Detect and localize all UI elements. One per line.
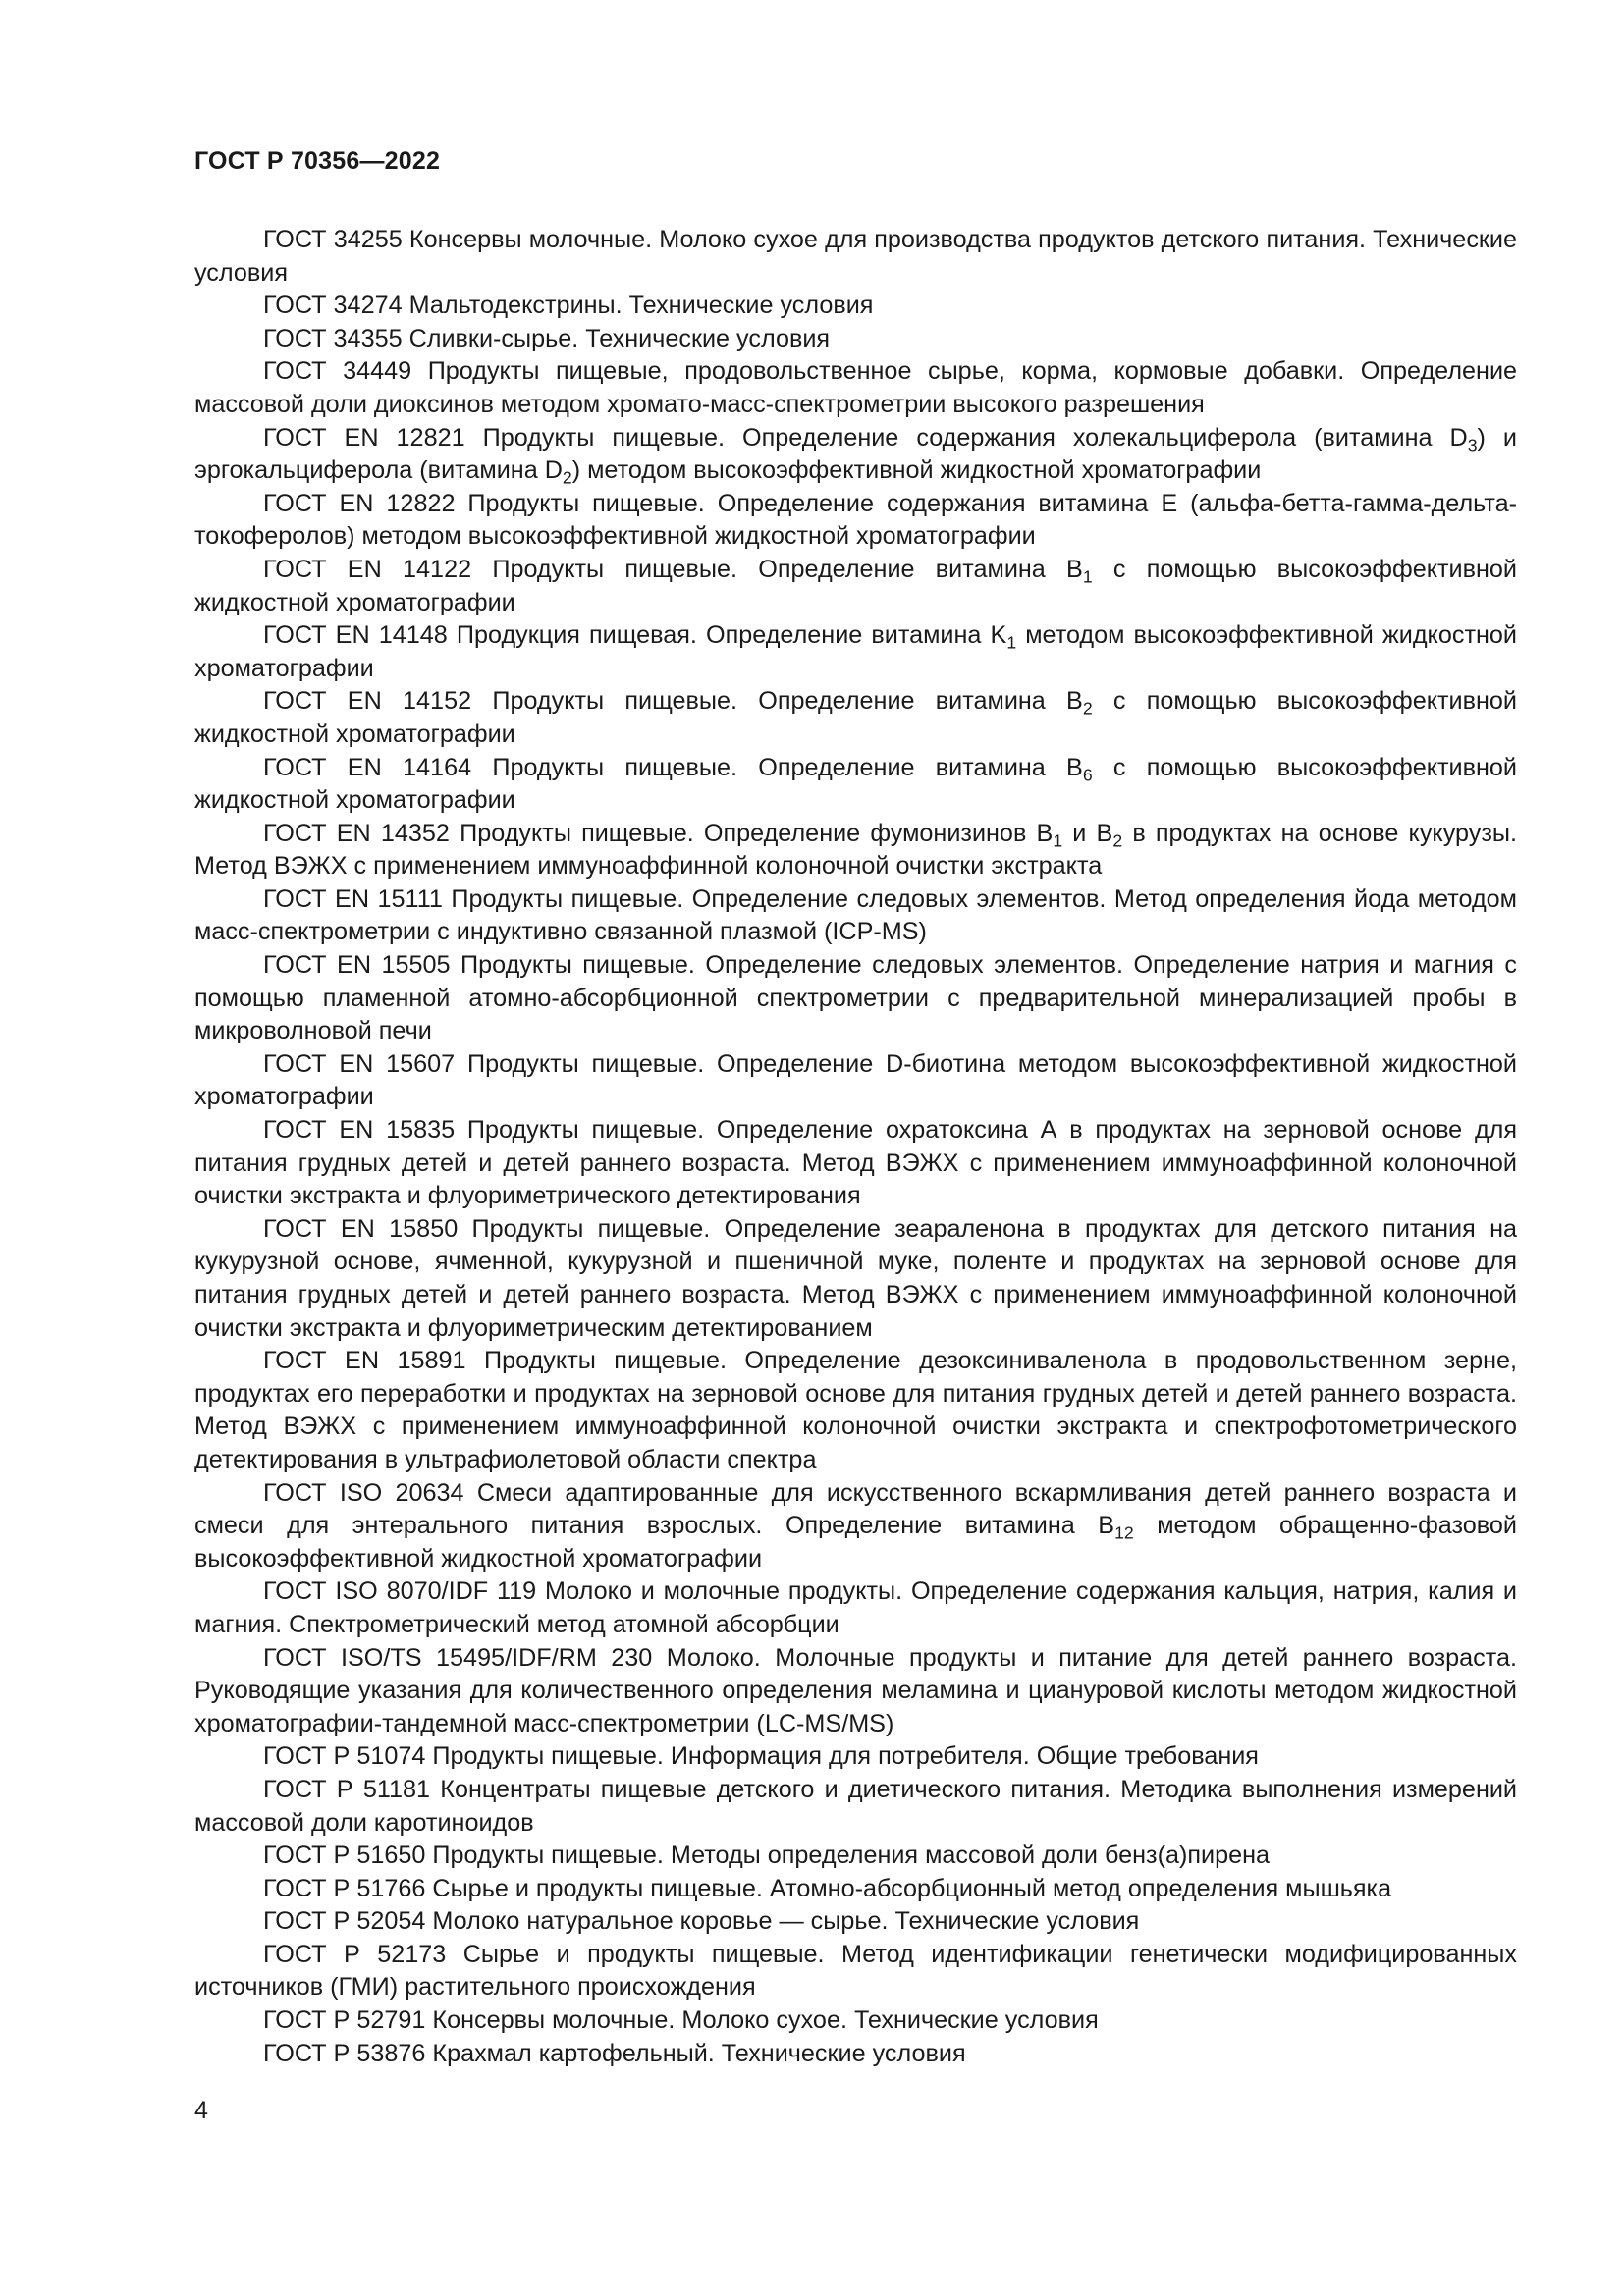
reference-title: Продукты пищевые. Определение следовых элементов. Метод определения йода методом масс-спектрометрии с индуктивно связанной плазмой (ICP-MS) <box>194 884 1517 946</box>
reference-code: ГОСТ EN 15607 <box>263 1049 456 1078</box>
reference-code: ГОСТ 34274 <box>263 292 403 320</box>
reference-code: ГОСТ Р 52054 <box>263 1907 426 1936</box>
reference-code: ГОСТ EN 14148 <box>263 621 448 650</box>
reference-title: Концентраты пищевые детского и диетического питания. Методика выполнения измерений массовой доли каротиноидов <box>194 1775 1517 1837</box>
reference-title: Продукты пищевые. Определение витамина $В_6$ с помощью высокоэффективной жидкостной хроматографии <box>194 753 1517 815</box>
reference-title: Сливки-сырье. Технические условия <box>408 324 831 352</box>
reference-entry <box>194 818 1517 883</box>
document-header: ГОСТ Р 70356—2022 <box>194 147 441 175</box>
reference-entry <box>194 1048 1517 1114</box>
reference-entry <box>194 323 1517 356</box>
reference-entry <box>194 1905 1517 1939</box>
reference-entry <box>194 554 1517 619</box>
reference-title: Продукты пищевые. Информация для потребителя. Общие требования <box>432 1742 1259 1771</box>
reference-code: ГОСТ Р 51181 <box>263 1775 431 1803</box>
reference-code: ГОСТ Р 53876 <box>263 2039 426 2067</box>
reference-entry <box>194 1774 1517 1840</box>
reference-entry <box>194 1840 1517 1873</box>
reference-title: Смеси адаптированные для искусственного вскармливания детей раннего возраста и смеси для энтерального питания взрослых. Определение витамина $В_{12}$ методом обращенно-фазовой высокоэффективной жидкостной хроматографии <box>194 1478 1518 1573</box>
reference-code: ГОСТ EN 14122 <box>263 555 472 583</box>
reference-code: ГОСТ 34449 <box>263 357 412 386</box>
reference-title: Молоко. Молочные продукты и питание для детей раннего возраста. Руководящие указания для количественного определения меламина и циануровой кислоты методом жидкостной хроматографии-тандемной масс-спектрометрии (LC-MS/MS) <box>194 1643 1517 1737</box>
reference-code: ГОСТ Р 52173 <box>263 1940 447 1968</box>
reference-code: ГОСТ EN 12822 <box>263 489 456 517</box>
reference-entry <box>194 883 1517 949</box>
reference-entry <box>194 1873 1517 1906</box>
reference-title: Продукты пищевые. Определение дезоксиниваленола в продовольственном зерне, продуктах его переработки и продуктах на зерновой основе для питания грудных детей и детей раннего возраста. Метод ВЭЖХ с применением иммуноаффинной колоночной очистки экстракта и спектрофотометрического детектирования в ультрафиолетовой области спектра <box>194 1347 1517 1473</box>
reference-code: ГОСТ 34255 <box>263 226 403 253</box>
reference-code: ГОСТ EN 15850 <box>263 1214 459 1243</box>
reference-title: Продукты пищевые. Определение D-биотина методом высокоэффективной жидкостной хроматографии <box>194 1049 1517 1111</box>
reference-entry <box>194 1213 1517 1345</box>
reference-title: Консервы молочные. Молоко сухое для производства продуктов детского питания. Технические условия <box>194 226 1518 287</box>
reference-entry <box>194 949 1517 1048</box>
reference-entry <box>194 290 1517 323</box>
reference-entry <box>194 1740 1517 1774</box>
reference-entry <box>194 2038 1517 2071</box>
reference-title: Продукция пищевая. Определение витамина $K_1$ методом высокоэффективной жидкостной хроматографии <box>194 621 1517 682</box>
reference-entry <box>194 1939 1517 2004</box>
reference-entry <box>194 752 1517 818</box>
reference-entry <box>194 619 1517 685</box>
reference-code: ГОСТ EN 14152 <box>263 687 472 716</box>
reference-code: ГОСТ ISO/TS 15495/IDF/RM 230 <box>263 1643 653 1672</box>
reference-code: ГОСТ ISO 8070/IDF 119 <box>263 1577 537 1606</box>
reference-code: ГОСТ EN 15505 <box>263 951 451 980</box>
reference-code: ГОСТ EN 12821 <box>263 423 465 452</box>
reference-title: Продукты пищевые. Определение витамина $В_1$ с помощью высокоэффективной жидкостной хроматографии <box>194 555 1517 616</box>
reference-entry <box>194 1575 1517 1641</box>
reference-code: ГОСТ EN 14352 <box>263 819 450 847</box>
reference-code: ГОСТ 34355 <box>263 324 403 352</box>
reference-entry <box>194 355 1517 421</box>
reference-entry <box>194 1345 1517 1476</box>
reference-entry <box>194 685 1517 751</box>
reference-title: Продукты пищевые. Определение содержания витамина Е (альфа-бетта-гамма-дельта-токоферолов) методом высокоэффективной жидкостной хроматографии <box>194 489 1517 551</box>
reference-title: Консервы молочные. Молоко сухое. Технические условия <box>432 2006 1099 2035</box>
reference-entry <box>194 1642 1517 1741</box>
reference-title: Продукты пищевые. Методы определения массовой доли бенз(а)пирена <box>432 1842 1271 1870</box>
reference-title: Продукты пищевые. Определение содержания холекальциферола (витамина $D_3$) и эргокальциферола (витамина $D_2$) методом высокоэффективной жидкостной хроматографии <box>194 423 1517 488</box>
reference-entry <box>194 488 1517 554</box>
reference-title: Продукты пищевые. Определение фумонизинов $В_1$ и $В_2$ в продуктах на основе кукурузы. Метод ВЭЖХ с применением иммуноаффинной колоночной очистки экстракта <box>194 819 1518 881</box>
reference-title: Крахмал картофельный. Технические условия <box>432 2039 966 2067</box>
reference-title: Молоко натуральное коровье — сырье. Технические условия <box>432 1907 1140 1936</box>
reference-code: ГОСТ EN 15111 <box>263 884 443 913</box>
reference-entry <box>194 1114 1517 1213</box>
reference-title: Сырье и продукты пищевые. Атомно-абсорбционный метод определения мышьяка <box>432 1874 1392 1902</box>
reference-title: Сырье и продукты пищевые. Метод идентификации генетически модифицированных источников (ГМИ) растительного происхождения <box>194 1940 1517 2002</box>
reference-code: ГОСТ Р 52791 <box>263 2006 426 2035</box>
reference-title: Мальтодекстрины. Технические условия <box>408 292 874 320</box>
reference-code: ГОСТ EN 15835 <box>263 1116 456 1145</box>
reference-entry <box>194 422 1517 488</box>
reference-title: Молоко и молочные продукты. Определение содержания кальция, натрия, калия и магния. Спектрометрический метод атомной абсорбции <box>194 1577 1517 1638</box>
reference-title: Продукты пищевые. Определение витамина $В_2$ с помощью высокоэффективной жидкостной хроматографии <box>194 687 1517 748</box>
reference-title: Продукты пищевые. Определение охратоксина А в продуктах на зерновой основе для питания грудных детей и детей раннего возраста. Метод ВЭЖХ с применением иммуноаффинной колоночной очистки экстракта и флуориметрического детектирования <box>194 1116 1517 1210</box>
reference-entry <box>194 224 1517 290</box>
reference-title: Продукты пищевые. Определение зеараленона в продуктах для детского питания на кукурузной основе, ячменной, кукурузной и пшеничной муке, поленте и продуктах на зерновой основе для питания грудных детей и детей раннего возраста. Метод ВЭЖХ с применением иммуноаффинной колоночной очистки экстракта и флуориметрическим детектированием <box>194 1214 1517 1342</box>
reference-code: ГОСТ EN 14164 <box>263 753 472 781</box>
reference-code: ГОСТ Р 51074 <box>263 1742 426 1771</box>
reference-code: ГОСТ Р 51650 <box>263 1842 426 1870</box>
reference-code: ГОСТ EN 15891 <box>263 1347 466 1375</box>
page-number: 4 <box>194 2097 208 2124</box>
normative-references-list <box>194 224 1517 2070</box>
reference-title: Продукты пищевые. Определение следовых элементов. Определение натрия и магния с помощью пламенной атомно-абсорбционной спектрометрии с предварительной минерализацией пробы в микроволновой печи <box>194 951 1518 1045</box>
reference-code: ГОСТ Р 51766 <box>263 1874 426 1902</box>
reference-entry <box>194 1477 1517 1576</box>
reference-entry <box>194 2004 1517 2038</box>
reference-code: ГОСТ ISO 20634 <box>263 1478 464 1507</box>
reference-title: Продукты пищевые, продовольственное сырье, корма, кормовые добавки. Определение массовой доли диоксинов методом хромато-масс-спектрометрии высокого разрешения <box>194 357 1518 418</box>
